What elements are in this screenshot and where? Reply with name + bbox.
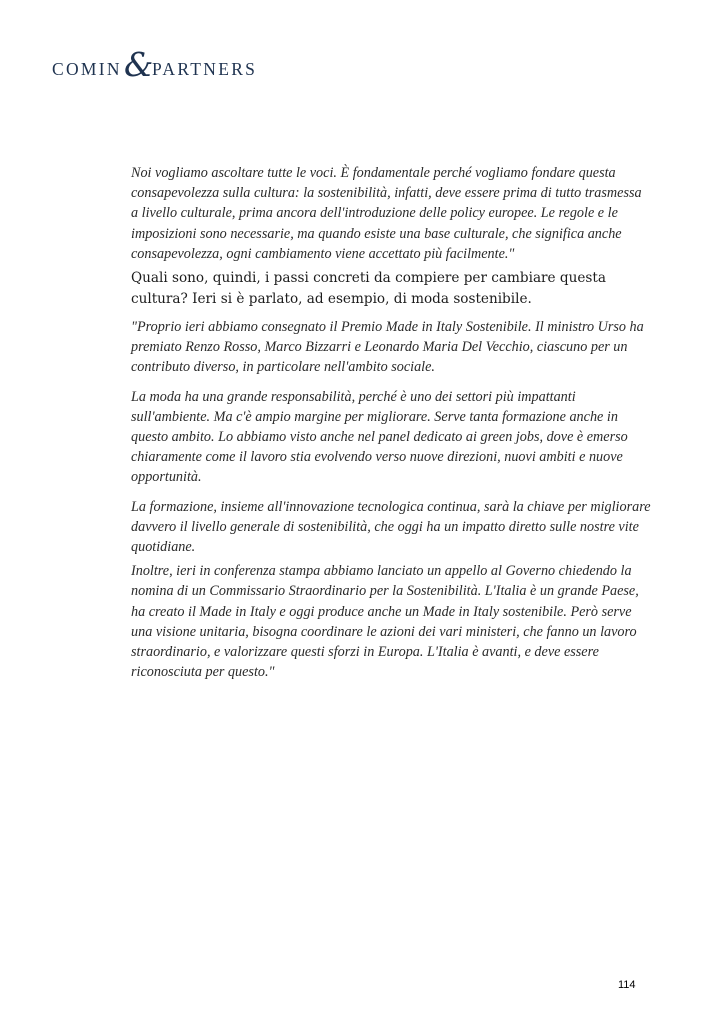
spacer — [131, 488, 651, 497]
logo-ampersand: & — [124, 45, 154, 84]
paragraph-4: La formazione, insieme all'innovazione tecnologica continua, sarà la chiave per migliorare davvero il livello generale di sostenibilità, che oggi ha un impatto diretto sulle nostre vite quotidiane. — [131, 498, 651, 556]
paragraph-5: Inoltre, ieri in conferenza stampa abbiamo lanciato un appello al Governo chiedendo la nomina di un Commissario Straordinario per la Sostenibilità. L'Italia è un grande Paese, ha creato il Made in Italy e oggi produce anche un Made in Italy sostenibile. Però serve una visione unitaria, bisogna coordinare le azioni dei vari ministeri, che fanno un lavoro straordinario, e valorizzare questi sforzi in Europa. L'Italia è avanti, e deve essere riconosciuta per questo." — [131, 563, 639, 681]
article-body — [131, 163, 651, 682]
page-number: 114 — [618, 979, 636, 991]
logo-text-left: COMIN — [52, 59, 122, 79]
paragraph-2: "Proprio ieri abbiamo consegnato il Premio Made in Italy Sostenibile. Il ministro Urso ha premiato Renzo Rosso, Marco Bizzarri e Leonardo Maria Del Vecchio, ciascuno per un contributo diverso, in particolare nell'ambito sociale. — [131, 319, 644, 376]
spacer — [131, 378, 651, 387]
paragraph-1: Noi vogliamo ascoltare tutte le voci. È fondamentale perché vogliamo fondare questa consapevolezza sulla cultura: la sostenibilità, infatti, deve essere prima di tutto trasmessa a livello culturale, prima ancora dell'introduzione delle policy europee. Le regole e le imposizioni sono necessarie, ma quando esiste una base culturale, che significa anche consapevolezza, ogni cambiamento viene accettato più facilmente." — [131, 165, 642, 262]
paragraph-3: La moda ha una grande responsabilità, perché è uno dei settori più impattanti sull'ambiente. Ma c'è ampio margine per migliorare. Serve tanta formazione anche in questo ambito. Lo abbiamo visto anche nel panel dedicato ai green jobs, dove è emerso chiaramente come il lavoro stia evolvendo verso nuove direzioni, nuovi ambiti e nuove opportunità. — [131, 388, 628, 486]
interview-question: Quali sono, quindi, i passi concreti da compiere per cambiare questa cultura? Ieri si è parlato, ad esempio, di moda sostenibile. — [131, 270, 606, 308]
logo-text-right: PARTNERS — [152, 59, 258, 79]
